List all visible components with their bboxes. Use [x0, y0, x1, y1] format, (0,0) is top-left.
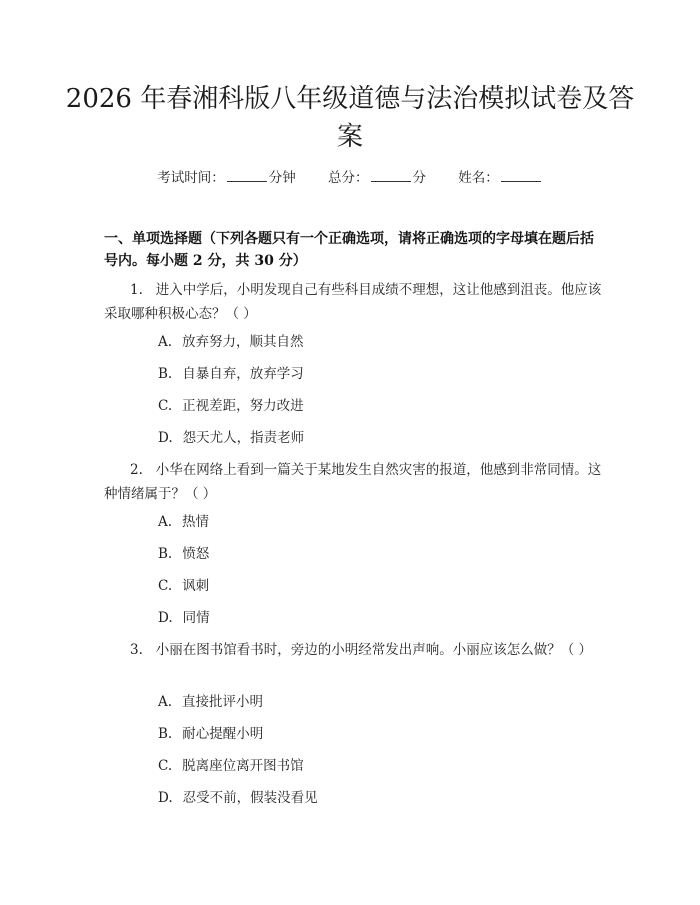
question-number: 1.	[130, 282, 143, 298]
question-2-option-a	[158, 512, 209, 532]
option-letter: B.	[158, 726, 173, 742]
option-letter: C.	[158, 578, 173, 594]
exam-time-blank	[227, 169, 267, 182]
option-letter: C.	[158, 758, 173, 774]
option-letter: A.	[158, 514, 173, 530]
total-score-field	[328, 170, 430, 186]
name-label: 姓名：	[458, 170, 499, 186]
option-letter: D.	[158, 430, 173, 446]
option-text: 同情	[182, 610, 210, 626]
option-letter: D.	[158, 610, 173, 626]
question-text: 进入中学后，小明发现自己有些科目成绩不理想，这让他感到沮丧。他应该采取哪种积极心态？（ ）	[104, 282, 602, 322]
exam-time-unit: 分钟	[268, 170, 296, 186]
exam-time-field	[157, 170, 300, 186]
name-blank	[501, 169, 541, 182]
name-field	[458, 170, 543, 186]
total-score-unit: 分	[412, 170, 426, 186]
question-3-option-c	[158, 756, 304, 776]
question-text: 小华在网络上看到一篇关于某地发生自然灾害的报道，他感到非常同情。这种情绪属于？（ ）	[104, 462, 602, 502]
option-text: 直接批评小明	[182, 694, 264, 710]
option-text: 脱离座位离开图书馆	[182, 758, 304, 774]
question-2-option-d	[158, 608, 210, 628]
question-1-option-b	[158, 364, 304, 384]
question-1-option-a	[158, 332, 304, 352]
option-text: 怨天尤人，指责老师	[182, 430, 305, 446]
option-letter: B.	[158, 546, 173, 562]
option-letter: A.	[158, 694, 173, 710]
exam-time-label: 考试时间：	[157, 170, 225, 186]
option-text: 愤怒	[182, 546, 210, 562]
option-text: 耐心提醒小明	[182, 726, 264, 742]
option-text: 放弃努力，顺其自然	[182, 334, 304, 350]
question-number: 2.	[130, 462, 143, 478]
option-text: 热情	[182, 514, 210, 530]
question-1	[104, 278, 604, 326]
question-3-option-b	[158, 724, 263, 744]
option-letter: D.	[158, 790, 173, 806]
option-text: 自暴自弃，放弃学习	[182, 366, 304, 382]
section-title: 一、单项选择题（下列各题只有一个正确选项，请将正确选项的字母填在题后括号内。每小题 2 分，共 30 分）	[104, 231, 594, 269]
question-2-option-c	[158, 576, 209, 596]
document-title: 2026 年春湘科版八年级道德与法治模拟试卷及答案	[65, 84, 635, 152]
option-letter: C.	[158, 398, 173, 414]
question-1-option-c	[158, 396, 304, 416]
question-text: 小丽在图书馆看书时，旁边的小明经常发出声响。小丽应该怎么做？（ ）	[155, 642, 593, 658]
total-score-label: 总分：	[328, 170, 369, 186]
total-score-blank	[371, 169, 411, 182]
question-number: 3.	[130, 642, 143, 658]
option-text: 忍受不前，假装没看见	[182, 790, 318, 806]
exam-info-line	[0, 168, 700, 188]
question-2	[104, 458, 604, 506]
option-letter: B.	[158, 366, 173, 382]
option-letter: A.	[158, 334, 173, 350]
question-3-option-a	[158, 692, 263, 712]
question-2-option-b	[158, 544, 209, 564]
option-text: 正视差距，努力改进	[182, 398, 304, 414]
question-1-option-d	[158, 428, 304, 448]
question-3	[104, 638, 604, 662]
option-text: 讽刺	[182, 578, 210, 594]
question-3-option-d	[158, 788, 318, 808]
